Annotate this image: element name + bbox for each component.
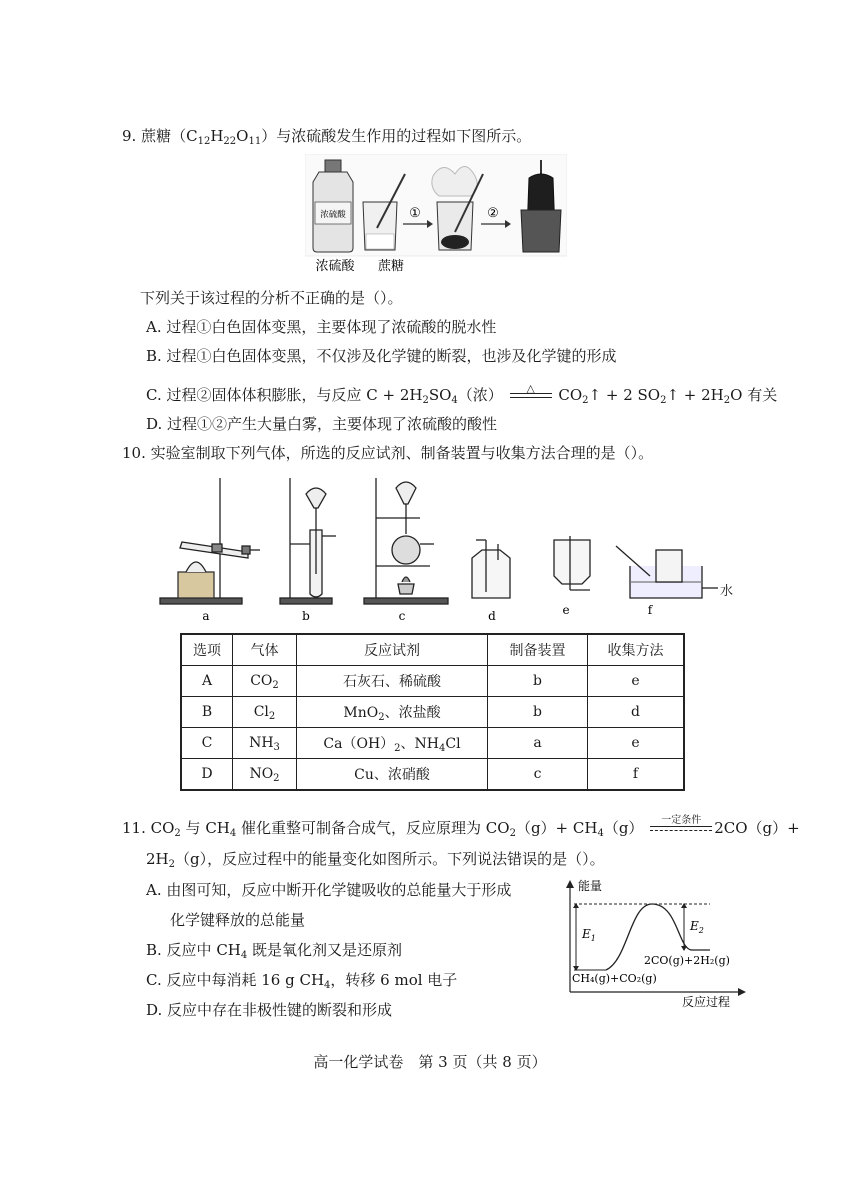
q9-option-a: A. 过程①白色固体变黑，主要体现了浓硫酸的脱水性 (146, 318, 497, 336)
cell-option: A (181, 666, 233, 697)
apparatus-e-label: e (562, 603, 570, 617)
step1-label: ① (409, 206, 421, 221)
q11-option-b: B. 反应中 $CH_4$ 既是氧化剂又是还原剂 (146, 941, 403, 961)
cell-device: c (488, 759, 588, 791)
q9-option-d: D. 过程①②产生大量白雾，主要体现了浓硫酸的酸性 (146, 415, 498, 433)
heat-condition-arrow: △ (508, 389, 554, 403)
apparatus-a-label: a (202, 609, 210, 623)
q10-apparatus-figure (150, 474, 720, 624)
cell-collect: f (588, 759, 685, 791)
reactants-label: CH₄(g)+CO₂(g) (572, 972, 657, 985)
cell-reagent: Cu、浓硝酸 (297, 759, 488, 791)
apparatus-b-icon (280, 478, 336, 604)
q10-stem: 10. 实验室制取下列气体，所选的反应试剂、制备装置与收集方法合理的是（）。 (122, 444, 654, 462)
apparatus-f-icon (616, 546, 718, 598)
apparatus-b-label: b (302, 609, 310, 623)
caption-acid: 浓硫酸 (315, 259, 355, 274)
cell-gas: $NO_2$ (233, 759, 297, 791)
cell-gas: $Cl_2$ (233, 697, 297, 728)
q10-table (180, 633, 685, 791)
cell-option: B (181, 697, 233, 728)
q11-stem-line2: $2H_2(g)$，反应过程中的能量变化如图所示。下列说法错误的是（）。 (146, 850, 605, 870)
cell-reagent: $Ca(OH)_2$、$NH_4Cl$ (297, 728, 488, 759)
header-collect: 收集方法 (588, 634, 685, 666)
apparatus-f-label: f (647, 603, 653, 617)
cell-device: b (488, 666, 588, 697)
cell-reagent: 石灰石、稀硫酸 (297, 666, 488, 697)
q9-stem: 9. 蔗糖$(C_{12}H_{22}O_{11})$与浓硫酸发生作用的过程如下图所示。 (122, 127, 532, 147)
cell-device: a (488, 728, 588, 759)
table-row (181, 728, 684, 759)
table-header-row (181, 634, 684, 666)
apparatus-c-icon (364, 478, 448, 604)
q11-energy-diagram (560, 876, 750, 1010)
q9-question: 下列关于该过程的分析不正确的是（）。 (140, 289, 403, 307)
page-footer: 高一化学试卷 第 3 页（共 8 页） (313, 1053, 547, 1071)
condition-equilibrium-arrow: 一定条件 (648, 822, 714, 836)
water-label: 水 (720, 584, 734, 599)
bottle-label: 浓硫酸 (320, 209, 346, 219)
header-option: 选项 (181, 634, 233, 666)
cell-collect: e (588, 728, 685, 759)
table-row (181, 697, 684, 728)
cell-gas: $CO_2$ (233, 666, 297, 697)
q11-option-d: D. 反应中存在非极性键的断裂和形成 (146, 1001, 393, 1019)
q11-stem-line1: 11. $CO_2$ 与 $CH_4$ 催化重整可制备合成气，反应原理为 $CO_2(g)+ CH_4(g)$ 一定条件 2CO（g）+ (122, 815, 800, 839)
apparatus-c-label: c (398, 609, 406, 623)
cell-option: D (181, 759, 233, 791)
cell-reagent: MnO$_2$、浓盐酸 (297, 697, 488, 728)
cell-option: C (181, 728, 233, 759)
y-axis-label: 能量 (578, 879, 603, 893)
apparatus-e-icon (554, 536, 590, 590)
e1-label: $E_1$ (582, 927, 596, 943)
apparatus-d-label: d (488, 609, 496, 623)
x-axis-label: 反应过程 (682, 995, 731, 1009)
table-row (181, 666, 684, 697)
products-label: 2CO(g)+2H₂(g) (644, 954, 730, 967)
header-reagent: 反应试剂 (297, 634, 488, 666)
q11-option-a-line2: 化学键释放的总能量 (170, 911, 306, 929)
q9-option-c: C. 过程②固体体积膨胀，与反应 $C + 2H_2SO_4$（浓） △ $CO_2↑ + 2$ $SO_2↑ + 2H_2O$ 有关 (146, 382, 778, 406)
header-gas: 气体 (233, 634, 297, 666)
step2-label: ② (487, 206, 499, 221)
apparatus-a-icon (160, 478, 260, 604)
q11-option-c: C. 反应中每消耗 16 g $CH_4$，转移 6 mol 电子 (146, 971, 458, 991)
q9-option-b: B. 过程①白色固体变黑，不仅涉及化学键的断裂，也涉及化学键的形成 (146, 347, 617, 365)
e2-label: $E_2$ (690, 919, 704, 935)
cell-collect: e (588, 666, 685, 697)
caption-sugar: 蔗糖 (377, 259, 405, 274)
cell-gas: $NH_3$ (233, 728, 297, 759)
cell-device: b (488, 697, 588, 728)
q11-option-a-line1: A. 由图可知，反应中断开化学键吸收的总能量大于形成 (146, 881, 512, 899)
acid-bottle-icon (313, 160, 353, 252)
apparatus-d-icon (472, 540, 510, 598)
q9-figure (305, 154, 567, 276)
table-row (181, 759, 684, 791)
cell-collect: d (588, 697, 685, 728)
header-device: 制备装置 (488, 634, 588, 666)
